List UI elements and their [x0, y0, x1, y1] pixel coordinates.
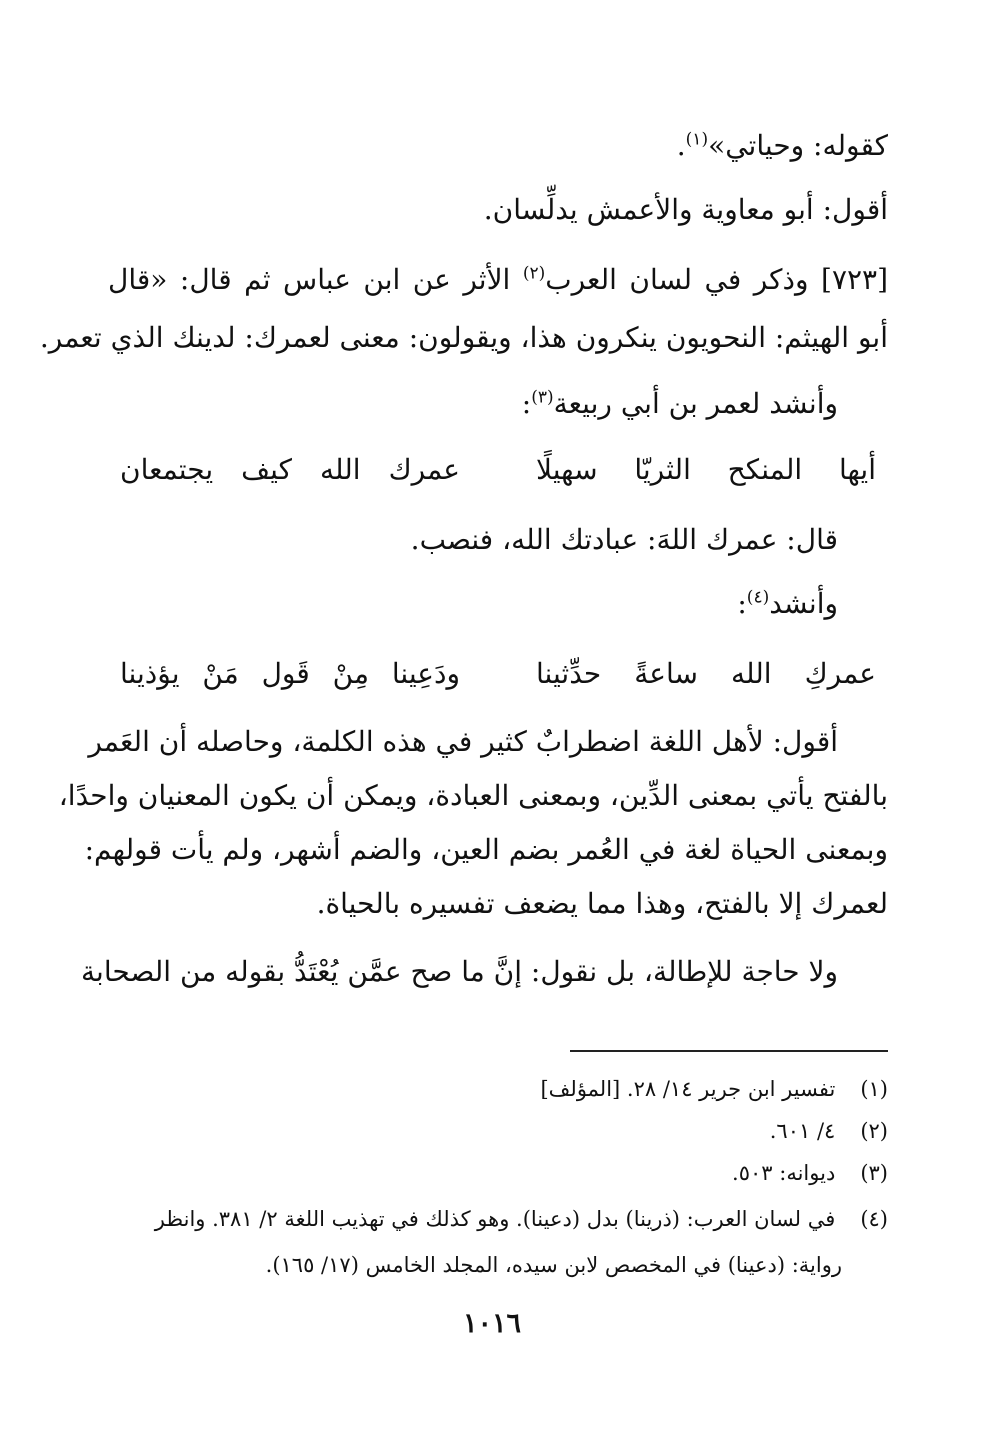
paragraph-1-line-3: وبمعنى الحياة لغة في العُمر بضم العين، والضم أشهر، ولم يأت قولهم: [84, 833, 888, 866]
footnote-4-text: في لسان العرب: (ذرينا) بدل (دعينا). وهو كذلك في تهذيب اللغة ٢/ ٣٨١. وانظر [154, 1207, 836, 1231]
footnote-1-number: (١) [860, 1077, 888, 1101]
verse-2-first-hemistich: عمركِ الله ساعةً حدِّثينا [536, 657, 876, 690]
paragraph-1-line-4: لعمرك إلا بالفتح، وهذا مما يضعف تفسيره بالحياة. [316, 887, 888, 920]
footnote-3-number: (٣) [860, 1161, 888, 1185]
line-3-text: [٧٢٣] وذكر في لسان العرب [545, 263, 888, 296]
text-line-7 [108, 584, 838, 624]
text-line-6: قال: عمرك اللهَ: عبادتك الله، فنصب. [410, 523, 838, 556]
footnote-2 [108, 1116, 888, 1146]
footnote-ref-1: (١) [685, 129, 709, 150]
paragraph-1-line-2: بالفتح يأتي بمعنى الدِّين، وبمعنى العبادة، ويمكن أن يكون المعنيان واحدًا، [58, 779, 888, 812]
line-1-text: كقوله: وحياتي» [708, 129, 888, 162]
line-7-end: : [737, 587, 747, 620]
text-line-1 [108, 126, 888, 166]
footnote-3-text: ديوانه: ٥٠٣. [732, 1161, 836, 1185]
footnote-1 [108, 1074, 888, 1104]
footnote-ref-2: (٢) [522, 263, 546, 284]
footnote-3 [108, 1158, 888, 1188]
paragraph-2-line-1: ولا حاجة للإطالة، بل نقول: إنَّ ما صح عمَّن يُعْتَدُّ بقوله من الصحابة [81, 955, 838, 988]
footnote-2-text: ٤/ ٦٠١. [769, 1119, 836, 1143]
text-line-2: أقول: أبو معاوية والأعمش يدلِّسان. [483, 193, 888, 226]
verse-2-second-hemistich: ودَعِينا مِنْ قَول مَنْ يؤذينا [120, 657, 460, 690]
line-7-text: وأنشد [769, 587, 838, 620]
text-line-3 [108, 260, 888, 300]
footnote-4 [108, 1204, 888, 1234]
footnote-4-number: (٤) [860, 1207, 888, 1231]
footnote-separator [570, 1050, 888, 1052]
line-5-end: : [521, 387, 532, 420]
text-line-5 [108, 384, 838, 424]
line-3-end: الأثر عن ابن عباس ثم قال: «قال [108, 263, 523, 296]
verse-1 [120, 448, 876, 492]
verse-1-first-hemistich: أيها المنكح الثريّا سهيلًا [536, 453, 876, 486]
footnote-ref-3: (٣) [531, 387, 554, 408]
text-line-4: أبو الهيثم: النحويون ينكرون هذا، ويقولون: معنى لعمرك: لدينك الذي تعمر. [39, 321, 888, 354]
page-number: ١٠١٦ [462, 1308, 521, 1339]
footnote-1-text: تفسير ابن جرير ١٤/ ٢٨. [المؤلف] [540, 1077, 836, 1101]
paragraph-1-line-1: أقول: لأهل اللغة اضطرابٌ كثير في هذه الكلمة، وحاصله أن العَمر [88, 725, 838, 758]
footnote-2-number: (٢) [860, 1119, 888, 1143]
verse-2 [120, 652, 876, 696]
footnote-ref-4: (٤) [746, 587, 770, 608]
line-5-text: وأنشد لعمر بن أبي ربيعة [553, 387, 838, 420]
verse-1-second-hemistich: عمرك الله كيف يجتمعان [120, 453, 460, 486]
footnote-4-continuation: رواية: (دعينا) في المخصص لابن سيده، المجلد الخامس (١٧/ ١٦٥). [265, 1253, 842, 1277]
line-1-end: . [676, 129, 686, 162]
